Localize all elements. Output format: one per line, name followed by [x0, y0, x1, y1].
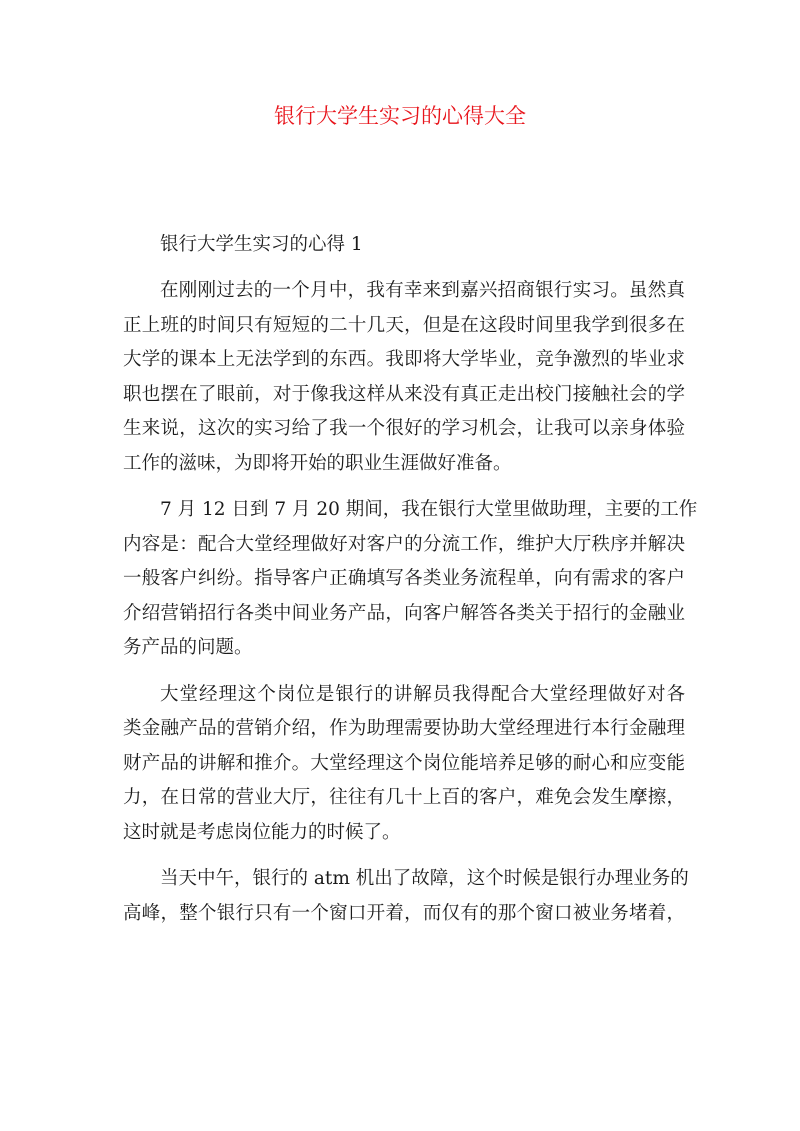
paragraph-line: 7 月 12 日到 7 月 20 期间，我在银行大堂里做助理，主要的工作	[160, 499, 698, 520]
paragraph-line: 财产品的讲解和推介。大堂经理这个岗位能培养足够的耐心和应变能	[123, 752, 685, 774]
paragraph-line: 一般客户纠纷。指导客户正确填写各类业务流程单，向有需求的客户	[123, 568, 685, 589]
paragraph-line: 内容是：配合大堂经理做好对客户的分流工作，维护大厅秩序并解决	[123, 533, 685, 555]
paragraph	[123, 678, 685, 851]
document-body	[123, 228, 698, 931]
paragraph-line: 职也摆在了眼前，对于像我这样从来没有真正走出校门接触社会的学	[123, 383, 685, 405]
paragraph	[123, 493, 698, 666]
paragraph-line: 类金融产品的营销介绍，作为助理需要协助大堂经理进行本行金融理	[123, 718, 685, 739]
document-title: 银行大学生实习的心得大全	[274, 104, 526, 128]
paragraph-line: 当天中午，银行的 atm 机出了故障，这个时候是银行办理业务的	[160, 868, 689, 889]
paragraph	[123, 862, 689, 931]
paragraph-line: 大学的课本上无法学到的东西。我即将大学毕业，竞争激烈的毕业求	[123, 349, 685, 370]
paragraph-line: 这时就是考虑岗位能力的时候了。	[123, 821, 401, 843]
paragraph-line: 工作的滋味，为即将开始的职业生涯做好准备。	[123, 452, 512, 474]
paragraph	[123, 274, 685, 481]
paragraph-line: 高峰，整个银行只有一个窗口开着，而仅有的那个窗口被业务堵着，	[123, 902, 685, 924]
paragraph-line: 力，在日常的营业大厅，往往有几十上百的客户，难免会发生摩擦，	[123, 787, 685, 808]
paragraph-line: 在刚刚过去的一个月中，我有幸来到嘉兴招商银行实习。虽然真	[160, 280, 685, 301]
paragraph-line: 介绍营销招行各类中间业务产品，向客户解答各类关于招行的金融业	[123, 602, 685, 624]
paragraph-line: 务产品的问题。	[123, 637, 253, 658]
paragraph-line: 生来说，这次的实习给了我一个很好的学习机会，让我可以亲身体验	[123, 418, 685, 439]
paragraph-line: 正上班的时间只有短短的二十几天，但是在这段时间里我学到很多在	[123, 314, 685, 336]
section-heading: 银行大学生实习的心得 1	[160, 234, 363, 255]
paragraph-line: 大堂经理这个岗位是银行的讲解员我得配合大堂经理做好对各	[160, 683, 685, 705]
